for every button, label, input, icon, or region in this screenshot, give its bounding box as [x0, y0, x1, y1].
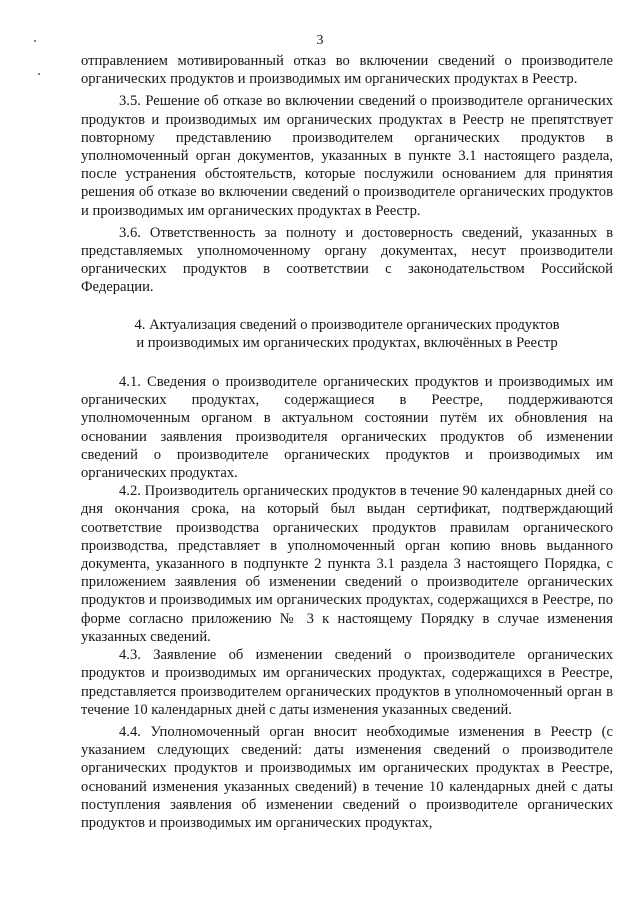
paragraph-3-5: 3.5. Решение об отказе во включении сведений о производителе органических продуктов и производимых им органических продуктах в Реестр не препятствует повторному представлению производителем органических продуктов в уполномоченный орган документов, указанных в пункте 3.1 настоящего раздела, после устранения обстоятельств, которые послужили основанием для принятия решения об отказе во включении сведений о производителе органических продуктов и производимых им органических продуктах в Реестр. [81, 93, 613, 219]
scan-artifact-dot [38, 73, 40, 75]
paragraph-4-2: 4.2. Производитель органических продуктов в течение 90 календарных дней со дня окончания срока, на который был выдан сертификат, подтверждающий соответствие производства органических продуктов правилам органического производства, представляет в уполномоченный орган копию вновь выданного документа, указанного в подпункте 2 пункта 3.1 раздела 3 настоящего Порядка, с приложением заявления об изменении сведений о производителе органических продуктов и производимых им органических продуктах, содержащихся в Реестре, по форме согласно приложению № 3 к настоящему Порядку в случае изменения указанных сведений. [81, 483, 613, 645]
paragraph-4-1: 4.1. Сведения о производителе органических продуктов и производимых им органических продуктах, содержащиеся в Реестре, поддерживаются уполномоченным органом в актуальном состоянии путём их обновления на основании заявления производителя органических продуктов об изменении сведений о производителе органических продуктов и производимых им органических продуктах. [81, 374, 613, 482]
section-heading-line: и производимых им органических продуктах, включённых в Реестр [136, 334, 558, 351]
paragraph-4-3: 4.3. Заявление об изменении сведений о производителе органических продуктов и производимых им органических продуктах, содержащихся в Реестре, представляется производителем органических продуктов в уполномоченный орган в течение 10 календарных дней с даты изменения указанных сведений. [81, 647, 613, 718]
document-body [81, 52, 613, 832]
section-heading-4 [81, 316, 613, 352]
paragraph-4-4: 4.4. Уполномоченный орган вносит необходимые изменения в Реестр (с указанием следующих сведений: даты изменения сведений о производителе органических продуктов и производимых им органических продуктах в Реестре, оснований изменения указанных сведений) в течение 10 календарных дней с даты поступления заявления об изменении сведений о производителе органических продуктов и производимых им органических продуктах, [81, 723, 613, 831]
section-heading-line: 4. Актуализация сведений о производителе органических продуктов [134, 316, 560, 333]
page-number: 3 [316, 33, 324, 48]
paragraph-continuation: отправлением мотивированный отказ во включении сведений о производителе органических продуктов и производимых им органических продуктах в Реестр. [81, 53, 613, 88]
paragraph-3-6: 3.6. Ответственность за полноту и достоверность сведений, указанных в представляемых уполномоченному органу документах, несут производители органических продуктов в соответствии с законодательством Российской Федерации. [81, 224, 613, 296]
